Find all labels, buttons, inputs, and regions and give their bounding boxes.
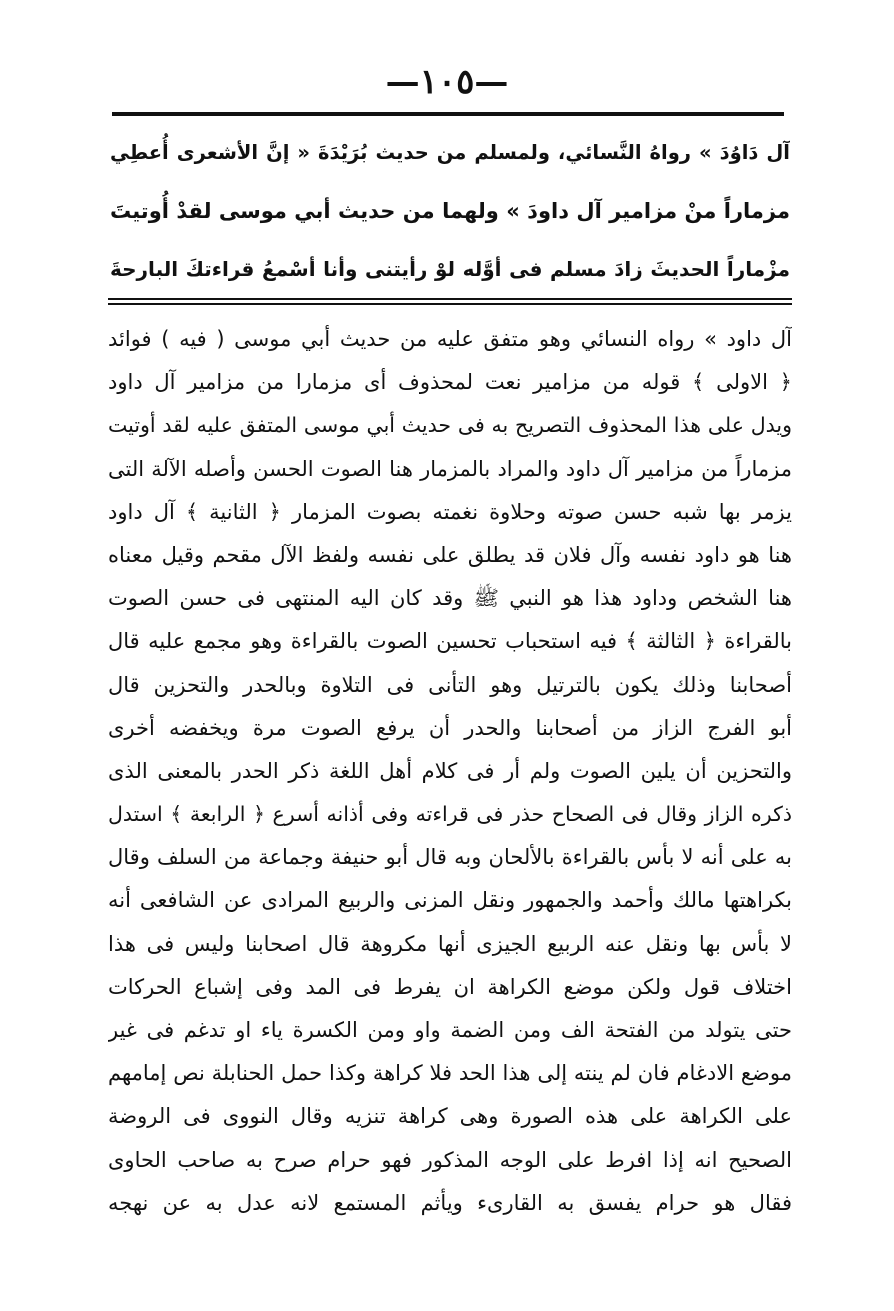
separator-rule: [108, 298, 792, 300]
commentary-line: أبو الفرج الزاز من أصحابنا والحدر أن يرفع الصوت مرة ويخفضه أخرى: [108, 715, 792, 740]
commentary-line: اختلاف قول ولكن موضع الكراهة ان يفرط فى المد وفى إشباع الحركات: [108, 974, 792, 999]
hadith-line: مزْماراً الحديثَ زادَ مسلم فى أوَّله لوْ رأيتنى وأنا أسْمعُ قراءتكَ البارحةَ: [110, 257, 790, 281]
commentary-line: يزمر بها شبه حسن صوته وحلاوة نغمته بصوت المزمار ﴿ الثانية ﴾ آل داود: [108, 499, 792, 524]
commentary-line: على الكراهة على هذه الصورة وهى كراهة تنزيه وقال النووى فى الروضة: [108, 1104, 792, 1129]
commentary-line: فقال هو حرام يفسق به القارىء ويأثم المستمع لانه عدل به عن نهجه: [108, 1190, 792, 1215]
hadith-line: مزماراً منْ مزامير آل داودَ » ولهما من حديث أبي موسى لقدْ أُوتيتَ: [110, 199, 790, 223]
commentary-line: مزماراً من مزامير آل داود والمراد بالمزمار هنا الصوت الحسن وأصله الآلة التى: [108, 456, 792, 481]
commentary-line: به على أنه لا بأس بالقراءة بالألحان وبه قال أبو حنيفة وجماعة من السلف وقال: [108, 845, 792, 870]
commentary-line: آل داود » رواه النسائي وهو متفق عليه من حديث أبي موسى ( فيه ) فوائد: [108, 327, 792, 351]
separator-rule: [108, 303, 792, 305]
top-rule: [112, 112, 784, 116]
commentary-line: الصحيح انه إذا افرط على الوجه المذكور فهو حرام صرح به صاحب الحاوى: [108, 1147, 792, 1172]
commentary-line: ﴿ الاولى ﴾ قوله من مزامير نعت لمحذوف أى مزمارا من مزامير آل داود: [108, 370, 792, 395]
commentary-text-block: [108, 318, 792, 1225]
commentary-line: والتحزين أن يلين الصوت ولم أر فى كلام أهل اللغة ذكر الحدر بالمعنى الذى: [108, 758, 792, 783]
commentary-line: ذكره الزاز وقال فى الصحاح حذر فى قراءته وفى أذانه أسرع ﴿ الرابعة ﴾ استدل: [108, 802, 792, 827]
commentary-line: هنا هو داود نفسه وآل فلان قد يطلق على نفسه ولفظ الآل مقحم وقيل معناه: [108, 542, 792, 567]
commentary-line: موضع الادغام فان لم ينته إلى هذا الحد فلا كراهة وكذا حمل الحنابلة نص إمامهم: [108, 1061, 792, 1086]
commentary-line: بكراهتها مالك وأحمد والجمهور ونقل المزنى والربيع المرادى عن الشافعى أنه: [108, 888, 792, 913]
hadith-text-block: [110, 124, 790, 298]
commentary-line: بالقراءة ﴿ الثالثة ﴾ فيه استحباب تحسين الصوت بالقراءة وهو مجمع عليه قال: [108, 629, 792, 654]
commentary-line: أصحابنا وذلك يكون بالترتيل وهو التأنى فى التلاوة وبالحدر والتحزين قال: [108, 672, 792, 697]
hadith-line: آل دَاوُدَ » رواهُ النَّسائي، ولمسلم من حديث بُرَيْدَةَ « إنَّ الأشعرى أُعطِي: [110, 141, 790, 164]
commentary-line: ويدل على هذا المحذوف التصريح به فى حديث أبي موسى المتفق عليه لقد أوتيت: [108, 413, 792, 438]
commentary-line: لا بأس بها ونقل عنه الربيع الجيزى أنها مكروهة قال اصحابنا وليس فى هذا: [108, 931, 792, 956]
commentary-line: هنا الشخص وداود هذا هو النبي ﷺ وقد كان اليه المنتهى فى حسن الصوت: [108, 586, 792, 611]
commentary-line: حتى يتولد من الفتحة الف ومن الضمة واو ومن الكسرة ياء او تدغم فى غير: [108, 1018, 792, 1042]
page-number: —١٠٥—: [385, 62, 509, 102]
